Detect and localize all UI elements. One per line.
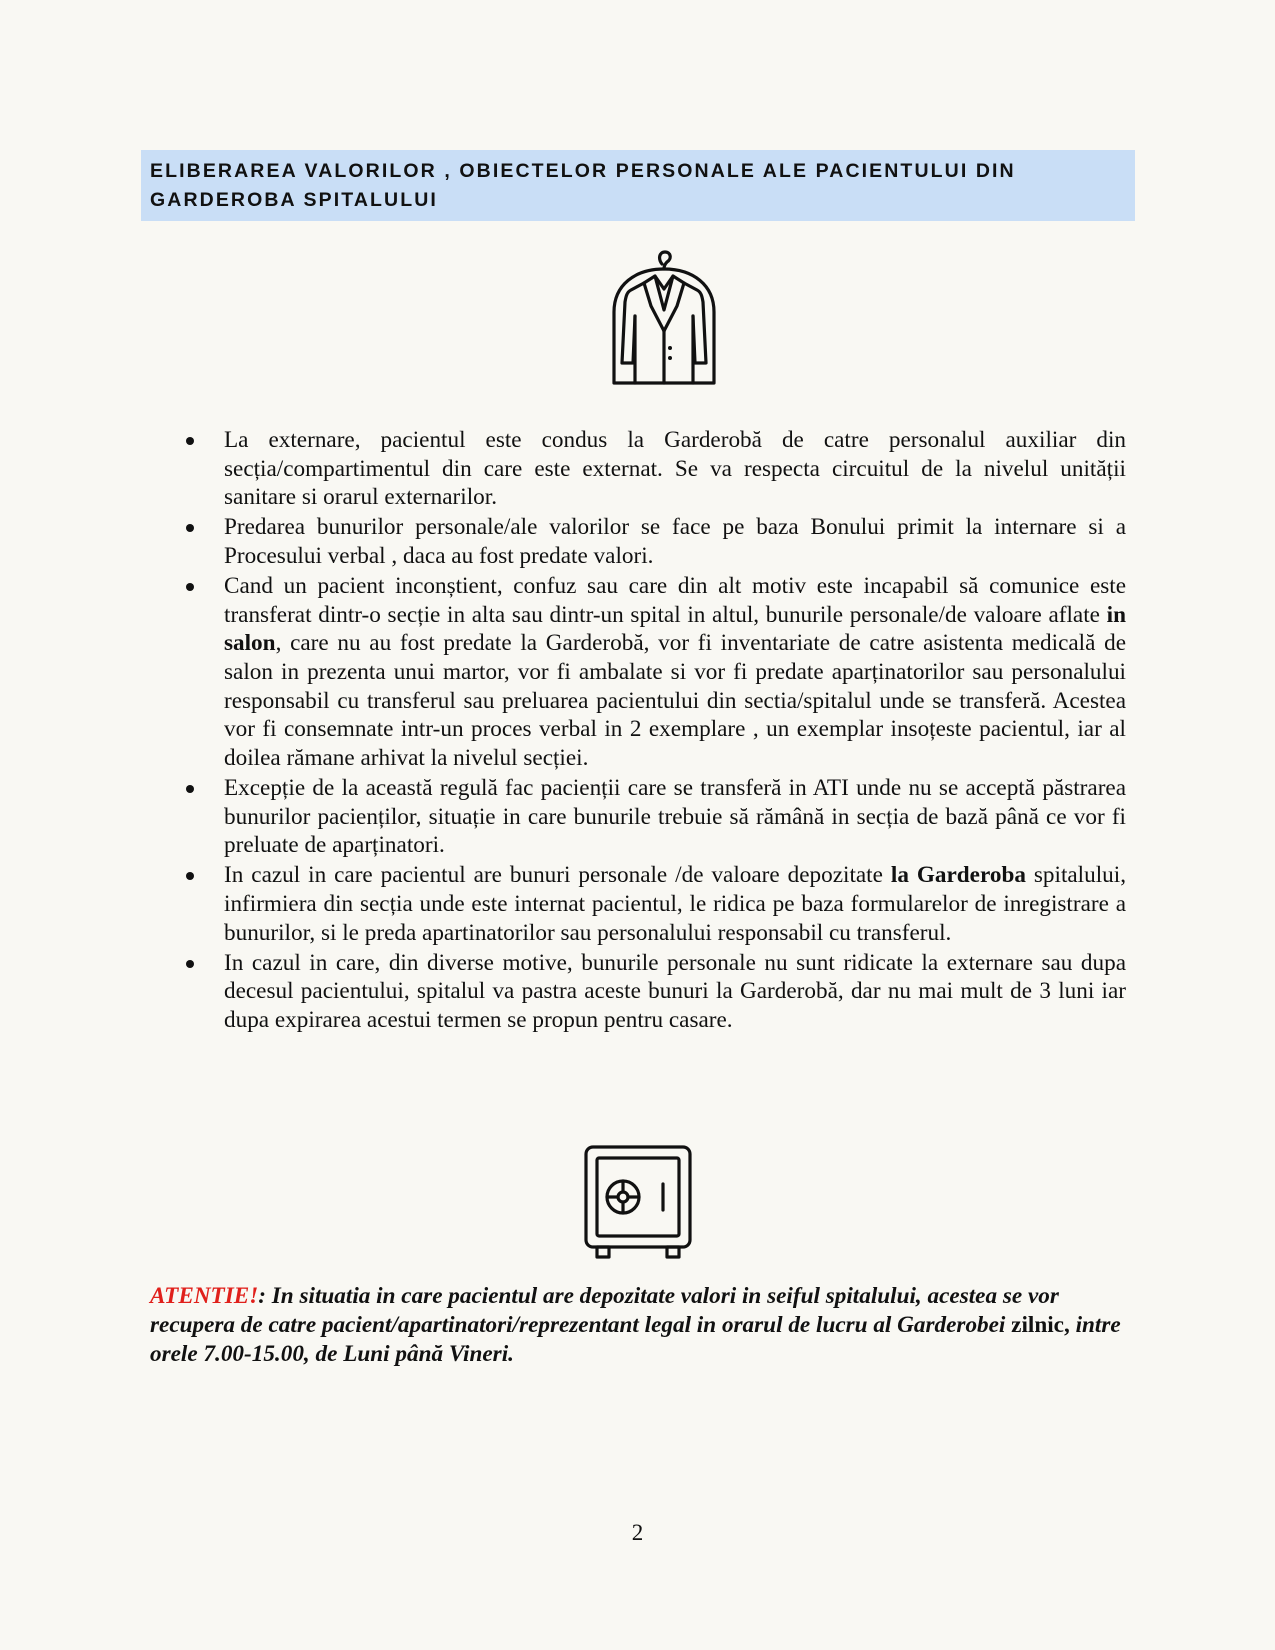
section-header — [141, 150, 1135, 221]
list-item-emphasis: la Garderoba — [890, 862, 1026, 889]
bullet-icon — [186, 960, 194, 968]
list-item-text: In cazul in care, din diverse motive, bunurile personale nu sunt ridicate la externare sau dupa decesul pacientului, spitalul va pastra aceste bunuri la Garderobă, dar nu mai mult de 3 luni iar dupa expirarea acestui termen se propun pentru casare. — [224, 949, 1126, 1033]
list-item — [224, 861, 1126, 947]
list-item-emphasis: in salon — [224, 601, 1126, 657]
list-item — [224, 572, 1126, 773]
list-item-text: Cand un pacient inconștient, confuz sau care din alt motiv este incapabil să comunice este transferat dintr-o secție in alta sau dintr-un spital in altul, bunurile personale/de valoare aflate — [224, 572, 1126, 628]
bullet-icon — [186, 437, 194, 445]
bullet-icon — [186, 785, 194, 793]
list-item — [224, 949, 1126, 1035]
list-item — [224, 426, 1126, 512]
instructions-list — [224, 426, 1126, 1036]
list-item — [224, 774, 1126, 860]
bullet-icon — [186, 872, 194, 880]
list-item-text: spitalului, infirmiera din secția unde este internat pacientul, le ridica pe baza formularelor de inregistrare a bunurilor, si le preda apartinatorilor sau personalului responsabil cu transferul. — [224, 862, 1126, 946]
bullet-icon — [186, 583, 194, 591]
attention-note — [150, 1282, 1126, 1370]
safe-icon — [583, 1144, 693, 1262]
list-item — [224, 513, 1126, 570]
list-item-text: In cazul in care pacientul are bunuri personale /de valoare depozitate — [224, 862, 891, 889]
list-item-text: Predarea bunurilor personale/ale valorilor se face pe baza Bonului primit la internare si a Procesului verbal , daca au fost predate valori. — [224, 514, 1126, 569]
list-item-text: La externare, pacientul este condus la Garderobă de catre personalul auxiliar din secția/compartimentul din care este externat. Se va respecta circuitul de la nivelul unității sanitare si orarul externarilor. — [224, 427, 1126, 511]
bullet-icon — [186, 524, 194, 532]
page-number: 2 — [631, 1520, 644, 1545]
attention-label: ATENTIE! — [150, 1283, 259, 1309]
attention-hours: intre orele 7.00-15.00, de Luni până Vineri. — [150, 1312, 1121, 1368]
attention-text: : In situatia in care pacientul are depozitate valori in seiful spitalului, acestea se vor recupera de catre pacient/apartinatori/reprezentant legal in orarul de lucru al Garderobei — [150, 1283, 1059, 1339]
list-item-text: , care nu au fost predate la Garderobă, vor fi inventariate de catre asistenta medicală de salon in prezenta unui martor, vor fi ambalate si vor fi predate aparținatorilor sau personalului responsabil cu transferul sau preluarea pacientului din sectia/spitalul unde se transferă. Acestea vor fi consemnate intr-un proces verbal in 2 exemplare , un exemplar insoțeste pacientul, iar al doilea rămane arhivat la nivelul secției. — [224, 630, 1126, 772]
section-title: ELIBERAREA VALORILOR , OBIECTELOR PERSONALE ALE PACIENTULUI DIN GARDEROBA SPITALULUI — [150, 160, 1016, 211]
attention-daily: zilnic, — [1011, 1312, 1070, 1339]
list-item-text: Excepție de la această regulă fac pacienții care se transferă in ATI unde nu se acceptă păstrarea bunurilor pacienților, situație in care bunurile trebuie să rămână in secția de bază până ce vor fi preluate de aparținatori. — [224, 775, 1126, 859]
coat-on-hanger-icon — [611, 250, 717, 386]
